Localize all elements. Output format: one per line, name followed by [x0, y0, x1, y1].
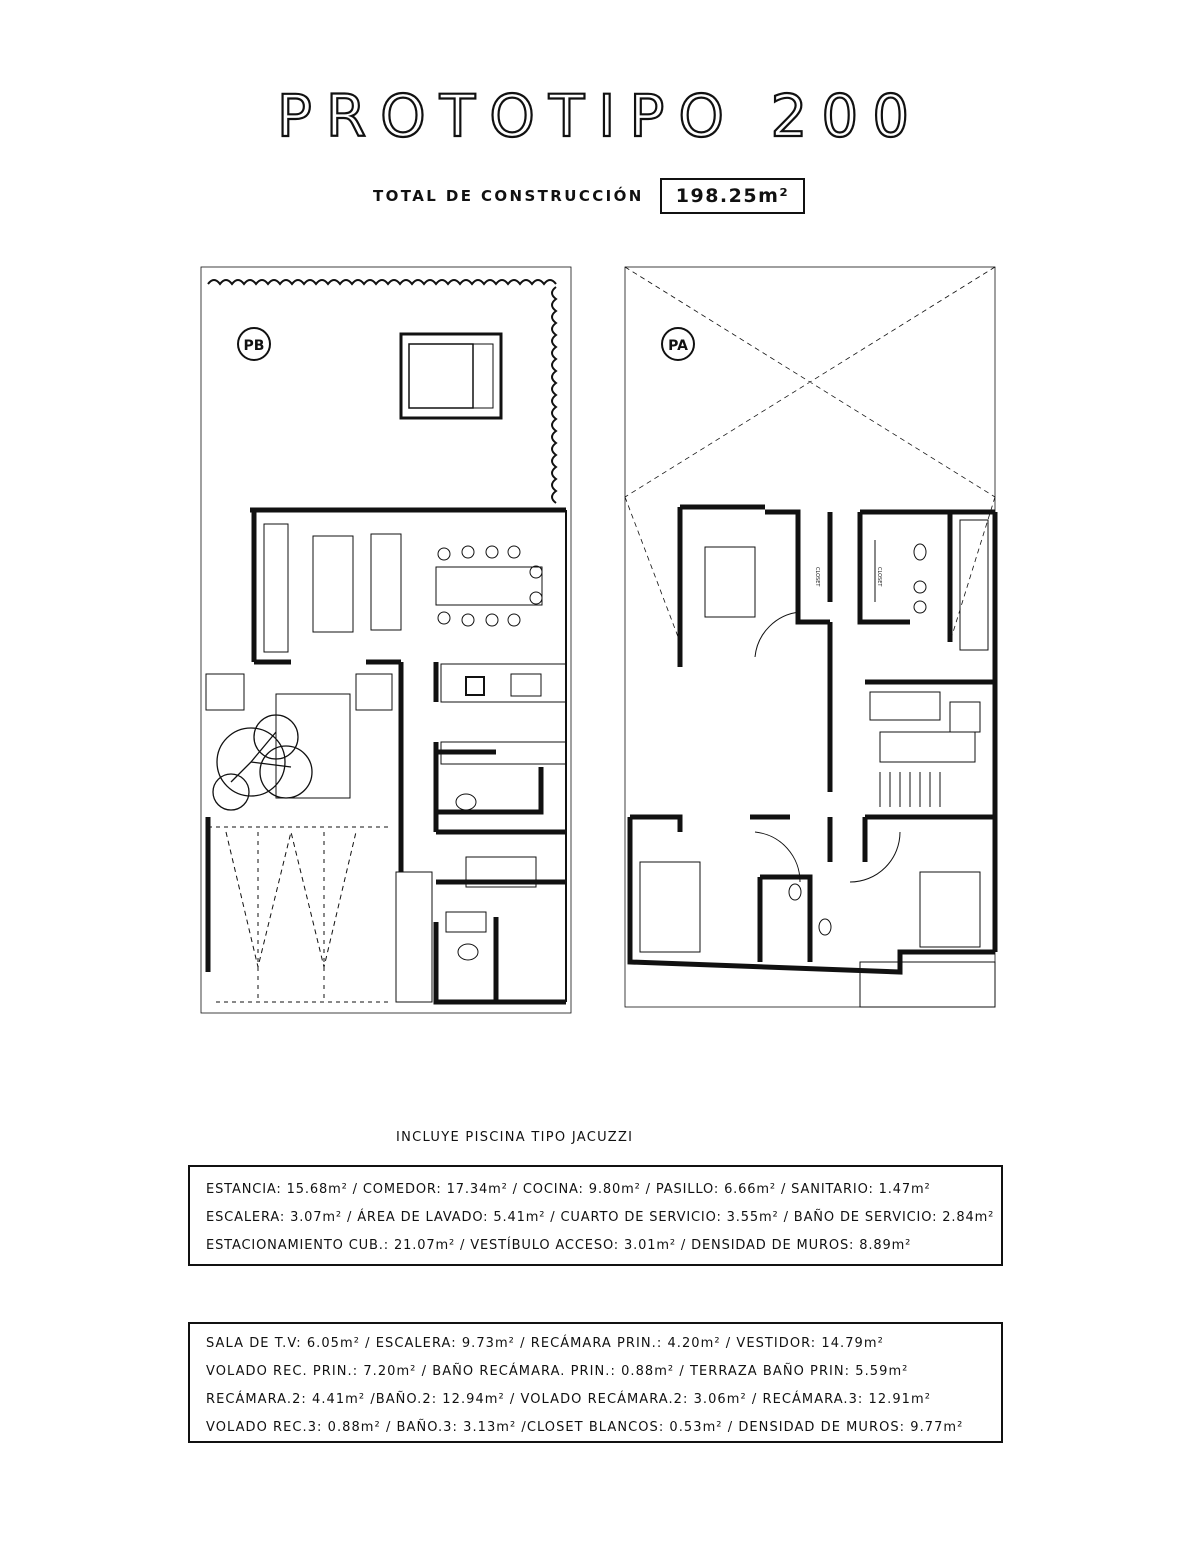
- area-line: ESTACIONAMIENTO CUB.: 21.07m² / VESTÍBULO ACCESO: 3.01m² / DENSIDAD DE MUROS: 8.89m²: [206, 1238, 912, 1253]
- ground-floor-plan: [196, 262, 578, 1022]
- page-title: PROTOTIPO 200: [276, 82, 924, 150]
- closet-label: CLOSET: [876, 567, 882, 587]
- area-line: ESCALERA: 3.07m² / ÁREA DE LAVADO: 5.41m² / CUARTO DE SERVICIO: 3.55m² / BAÑO DE SERVICIO: 2.84m²: [206, 1210, 995, 1225]
- ground-floor-areas: [188, 1165, 1003, 1266]
- upper-plan-tag: PA: [668, 338, 688, 354]
- total-construction: [373, 176, 805, 216]
- total-construction-value: 198.25m²: [660, 178, 805, 214]
- jacuzzi-note: INCLUYE PISCINA TIPO JACUZZI: [396, 1130, 634, 1145]
- upper-furniture: [640, 520, 988, 952]
- area-line: RECÁMARA.2: 4.41m² /BAÑO.2: 12.94m² / VOLADO RECÁMARA.2: 3.06m² / RECÁMARA.3: 12.91m²: [206, 1392, 931, 1407]
- closet-label: CLOSET: [814, 567, 820, 587]
- upper-walls: [630, 507, 995, 972]
- hedge: [208, 280, 556, 503]
- area-line: ESTANCIA: 15.68m² / COMEDOR: 17.34m² / COCINA: 9.80m² / PASILLO: 6.66m² / SANITARIO: 1.47m²: [206, 1182, 931, 1197]
- upper-floor-areas: [188, 1322, 1003, 1443]
- carport: [208, 817, 391, 1002]
- upper-balcony: [860, 962, 995, 1007]
- ground-walls: [250, 510, 566, 1002]
- tree: [213, 715, 312, 810]
- ground-plan-tag: PB: [243, 338, 265, 354]
- area-line: VOLADO REC. PRIN.: 7.20m² / BAÑO RECÁMARA. PRIN.: 0.88m² / TERRAZA BAÑO PRIN: 5.59m²: [206, 1364, 909, 1379]
- upper-floor-plan: [620, 262, 1004, 1022]
- jacuzzi: [401, 334, 501, 418]
- total-construction-label: TOTAL DE CONSTRUCCIÓN: [373, 187, 644, 205]
- area-line: SALA DE T.V: 6.05m² / ESCALERA: 9.73m² / RECÁMARA PRIN.: 4.20m² / VESTIDOR: 14.79m²: [206, 1336, 884, 1351]
- area-line: VOLADO REC.3: 0.88m² / BAÑO.3: 3.13m² /CLOSET BLANCOS: 0.53m² / DENSIDAD DE MUROS: 9.77m²: [206, 1420, 964, 1435]
